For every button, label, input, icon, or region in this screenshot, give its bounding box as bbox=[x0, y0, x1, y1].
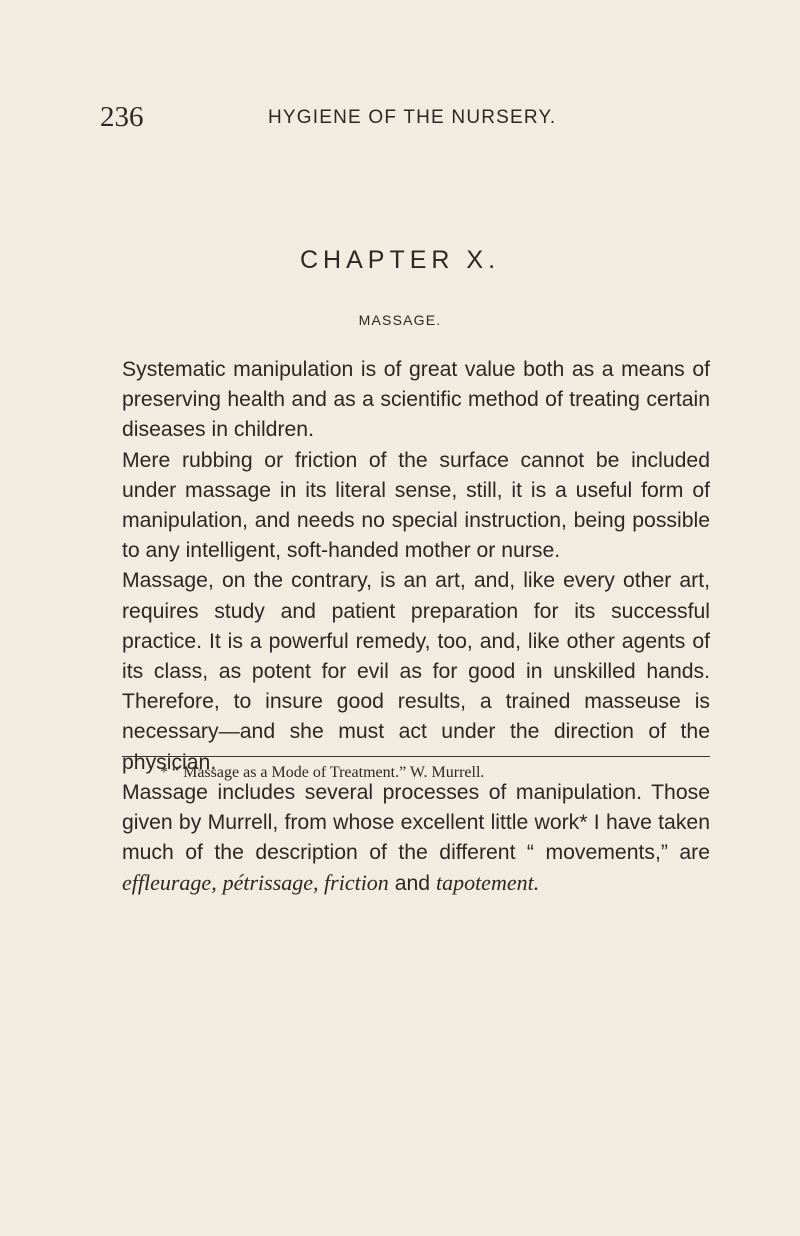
running-head bbox=[100, 99, 700, 135]
running-title: HYGIENE OF THE NURSERY. bbox=[268, 107, 557, 128]
footnote-rule bbox=[122, 756, 710, 757]
paragraph-last bbox=[122, 778, 710, 900]
paragraph: Systematic manipulation is of great value both as a means of preserving health and as a scientific method of treating certain diseases in children. bbox=[122, 358, 710, 442]
footnote: * “ Massage as a Mode of Treatment.” W. Murrell. bbox=[160, 764, 485, 781]
term-petrissage-friction: pétrissage, friction bbox=[222, 870, 389, 896]
conjunction: and bbox=[394, 872, 431, 896]
paragraph-text: Massage includes several processes of manipulation. Those given by Murrell, from whose excellent little work* I have taken much of the description of the different “ movements,” are bbox=[122, 780, 710, 865]
term-tapotement: tapotement. bbox=[435, 870, 540, 896]
chapter-title: CHAPTER X. bbox=[299, 246, 501, 274]
paragraph: Massage, on the contrary, is an art, and, like every other art, requires study and patient preparation for its successful practice. It is a powerful remedy, too, and, like other agents of its class, as potent for evil as for good in unskilled hands. Therefore, to insure good results, a trained masseuse is necessary—and she must act under the direction of the physician. bbox=[122, 569, 710, 774]
chapter-subtitle: MASSAGE. bbox=[358, 312, 442, 328]
term-effleurage: effleurage, bbox=[122, 870, 217, 896]
page-number: 236 bbox=[100, 101, 144, 133]
body-text bbox=[122, 355, 710, 900]
paragraph: Mere rubbing or friction of the surface cannot be included under massage in its literal sense, still, it is a useful form of manipulation, and needs no special instruction, being possible to any intelligent, soft-handed mother or nurse. bbox=[122, 448, 710, 563]
